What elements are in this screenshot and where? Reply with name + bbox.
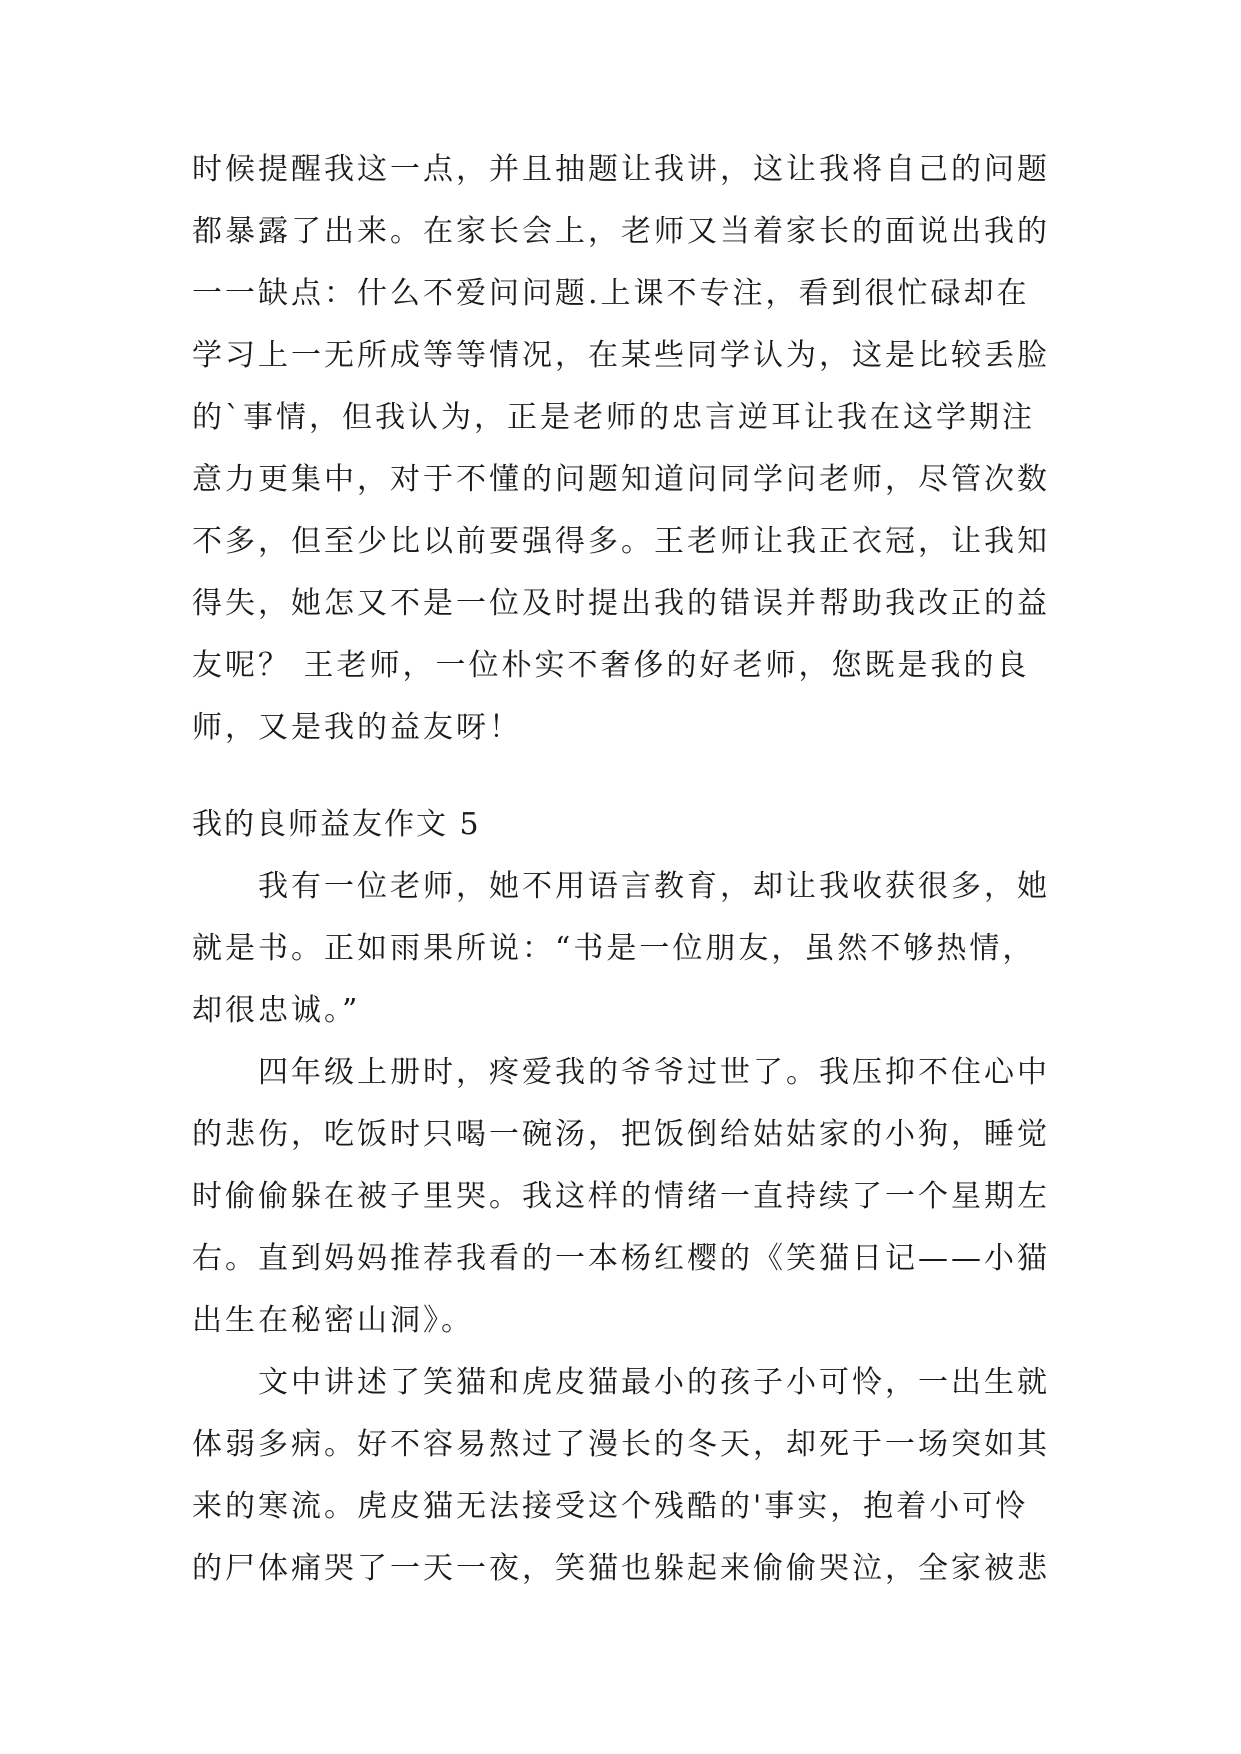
text-line: 文中讲述了笑猫和虎皮猫最小的孩子小可怜，一出生就 (258, 1365, 1050, 1400)
text-line: 却很忠诚。” (192, 993, 361, 1028)
text-line: 我有一位老师，她不用语言教育，却让我收获很多，她 (258, 869, 1050, 904)
text-line: 意力更集中，对于不懂的问题知道问同学问老师，尽管次数 (192, 462, 1050, 497)
text-line: 师，又是我的益友呀！ (192, 710, 522, 745)
text-line: 一一缺点：什么不爱问问题.上课不专注，看到很忙碌却在 (192, 276, 1030, 311)
text-line: 的尸体痛哭了一天一夜，笑猫也躲起来偷偷哭泣，全家被悲 (192, 1551, 1050, 1586)
text-line: 出生在秘密山洞》。 (192, 1303, 474, 1338)
text-line: 时偷偷躲在被子里哭。我这样的情绪一直持续了一个星期左 (192, 1179, 1050, 1214)
text-line: 就是书。正如雨果所说：“书是一位朋友，虽然不够热情， (192, 931, 1036, 966)
text-line: 来的寒流。虎皮猫无法接受这个残酷的'事实，抱着小可怜 (192, 1489, 1029, 1524)
text-line: 友呢？ 王老师，一位朴实不奢侈的好老师，您既是我的良 (192, 648, 1030, 683)
text-line: 得失，她怎又不是一位及时提出我的错误并帮助我改正的益 (192, 586, 1050, 621)
text-line: 都暴露了出来。在家长会上，老师又当着家长的面说出我的 (192, 214, 1050, 249)
text-line: 的`事情，但我认为，正是老师的忠言逆耳让我在这学期注 (192, 400, 1035, 435)
text-line: 的悲伤，吃饭时只喝一碗汤，把饭倒给姑姑家的小狗，睡觉 (192, 1117, 1050, 1152)
section-title: 我的良师益友作文 5 (192, 807, 481, 842)
text-line: 四年级上册时，疼爱我的爷爷过世了。我压抑不住心中 (258, 1055, 1050, 1090)
text-line: 学习上一无所成等等情况，在某些同学认为，这是比较丢脸 (192, 338, 1050, 373)
text-line: 体弱多病。好不容易熬过了漫长的冬天，却死于一场突如其 (192, 1427, 1050, 1462)
text-line: 右。直到妈妈推荐我看的一本杨红樱的《笑猫日记——小猫 (192, 1241, 1050, 1276)
text-line: 时候提醒我这一点，并且抽题让我讲，这让我将自己的问题 (192, 152, 1050, 187)
text-line: 不多，但至少比以前要强得多。王老师让我正衣冠，让我知 (192, 524, 1050, 559)
